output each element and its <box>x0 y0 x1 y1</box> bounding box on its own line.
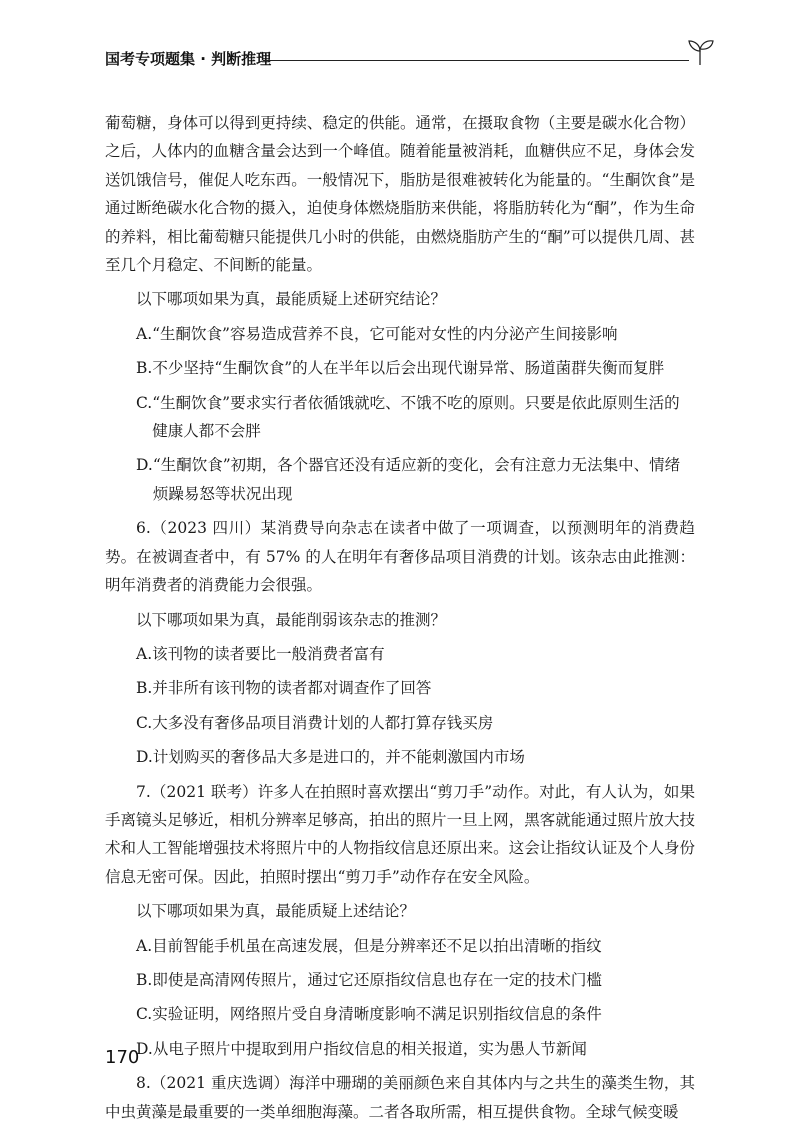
option-letter: A. <box>136 936 153 955</box>
header-rule <box>263 60 689 61</box>
sprout-icon <box>685 38 715 66</box>
option-letter: B. <box>136 679 153 698</box>
option-text: 计划购买的奢侈品大多是进口的，并不能刺激国内市场 <box>152 748 525 767</box>
option-text: 实验证明，网络照片受自身清晰度影响不满足识别指纹信息的条件 <box>152 1005 602 1024</box>
option-letter: A. <box>136 644 153 663</box>
option-letter: D. <box>136 456 153 475</box>
q7-stem: 以下哪项如果为真，最能质疑上述结论？ <box>136 902 416 921</box>
option-text: 目前智能手机虽在高速发展，但是分辨率还不足以拍出清晰的指纹 <box>152 936 602 955</box>
option-letter: B. <box>136 359 153 378</box>
page-number: 170 <box>105 1047 140 1068</box>
q8-passage: 8.（2021 重庆选调）海洋中珊瑚的美丽颜色来自其体内与之共生的藻类生物，其中虫黄藻是最重要的一类单细胞海藻。二者各取所需，相互提供食物。全球气候变暖 <box>105 1074 695 1121</box>
q6-option-c <box>105 709 695 737</box>
q5-option-a <box>105 320 695 348</box>
option-text: 即使是高清网传照片，通过它还原指纹信息也存在一定的技术门槛 <box>152 970 602 989</box>
q6-option-a <box>105 640 695 668</box>
running-header <box>105 44 715 74</box>
option-text: 大多没有奢侈品项目消费计划的人都打算存钱买房 <box>152 713 494 732</box>
option-letter: C. <box>136 1005 153 1024</box>
option-text: 并非所有该刊物的读者都对调查作了回答 <box>152 679 432 698</box>
q6-passage: 6.（2023 四川）某消费导向杂志在读者中做了一项调查，以预测明年的消费趋势。在被调查者中，有 57% 的人在明年有奢侈品项目消费的计划。该杂志由此推测：明年消费者的消费能力会很强。 <box>105 519 695 595</box>
q7-option-b <box>105 966 695 994</box>
option-text: “生酮饮食”要求实行者依循饿就吃、不饿不吃的原则。只要是依此原则生活的健康人都不会胖 <box>152 393 680 441</box>
option-letter: A. <box>136 324 153 343</box>
q7-option-c <box>105 1000 695 1028</box>
q7-option-a <box>105 932 695 960</box>
option-text: “生酮饮食”初期，各个器官还没有适应新的变化，会有注意力无法集中、情绪烦躁易怒等状况出现 <box>152 456 681 503</box>
option-text: 从电子照片中提取到用户指纹信息的相关报道，实为愚人节新闻 <box>152 1039 587 1058</box>
option-text: “生酮饮食”容易造成营养不良，它可能对女性的内分泌产生间接影响 <box>152 324 618 343</box>
q5-option-c <box>105 389 695 446</box>
intro-paragraph: 葡萄糖，身体可以得到更持续、稳定的供能。通常，在摄取食物（主要是碳水化合物）之后，人体内的血糖含量会达到一个峰值。随着能量被消耗，血糖供应不足，身体会发送饥饿信号，催促人吃东西。一般情况下，脂肪是很难被转化为能量的。“生酮饮食”是通过断绝碳水化合物的摄入，迫使身体燃烧脂肪来供能，将脂肪转化为“酮”，作为生命的养料，相比葡萄糖只能提供几小时的供能，由燃烧脂肪产生的“酮”可以提供几周、甚至几个月稳定、不间断的能量。 <box>105 114 695 275</box>
option-text: 不少坚持“生酮饮食”的人在半年以后会出现代谢异常、肠道菌群失衡而复胖 <box>152 359 665 378</box>
q6-stem: 以下哪项如果为真，最能削弱该杂志的推测？ <box>136 610 447 629</box>
q5-option-b <box>105 354 695 382</box>
option-letter: C. <box>136 393 153 412</box>
page-content <box>105 109 695 1132</box>
option-letter: C. <box>136 713 153 732</box>
option-letter: D. <box>136 748 153 767</box>
option-text: 该刊物的读者要比一般消费者富有 <box>152 644 385 663</box>
header-title: 国考专项题集 · 判断推理 <box>105 50 272 68</box>
q5-stem: 以下哪项如果为真，最能质疑上述研究结论？ <box>136 290 447 309</box>
q6-option-b <box>105 674 695 702</box>
option-letter: B. <box>136 970 153 989</box>
q7-option-d <box>105 1035 695 1063</box>
option-letter: D. <box>136 1039 153 1058</box>
q5-option-d <box>105 451 695 508</box>
q7-passage: 7.（2021 联考）许多人在拍照时喜欢摆出“剪刀手”动作。对此，有人认为，如果手离镜头足够近，相机分辨率足够高，拍出的照片一旦上网，黑客就能通过照片放大技术和人工智能增强技术将照片中的人物指纹信息还原出来。这会让指纹认证及个人身份信息无密可保。因此，拍照时摆出“剪刀手”动作存在安全风险。 <box>105 782 695 886</box>
q6-option-d <box>105 743 695 771</box>
